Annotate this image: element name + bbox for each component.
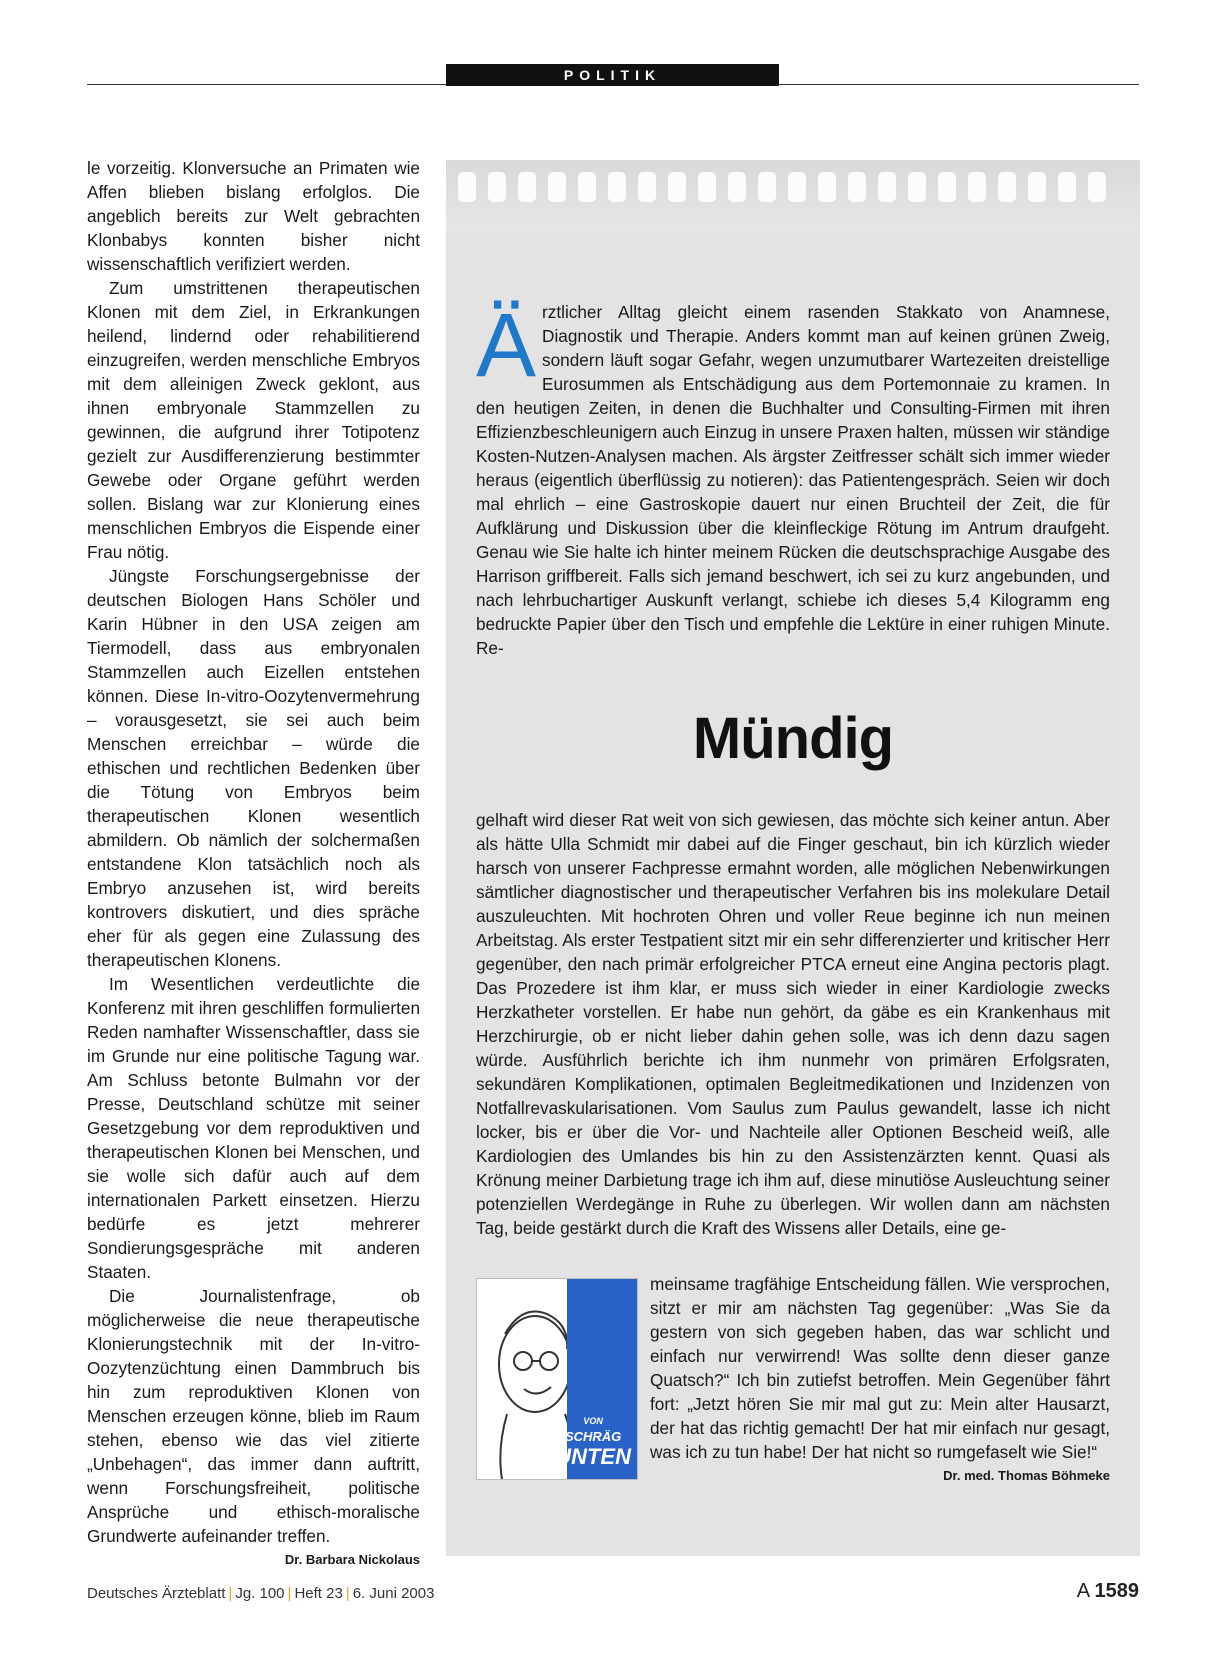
drop-cap: Ä: [476, 296, 537, 396]
film-perforation: [518, 172, 536, 202]
left-paragraph: Zum umstrittenen therapeutischen Klonen mit dem Ziel, in Erkrankungen heilend, lindernd oder rehabilitierend einzugreifen, werden menschliche Embryos mit dem alleinigen Zweck geklont, aus ihnen embryonale Stammzellen zu gewinnen, die aufgrund ihrer Totipotenz gezielt zur Ausdifferenzierung bestimmter Gewebe oder Organe geführt werden sollen. Bislang war zur Klonierung eines menschlichen Embryos die Eispende einer Frau nötig.: [87, 278, 420, 562]
column-box: [446, 160, 1140, 1556]
column-logo-text: [555, 1413, 631, 1469]
journal-name: Deutsches Ärzteblatt: [87, 1585, 226, 1602]
left-author: Dr. Barbara Nickolaus: [284, 1552, 420, 1567]
left-paragraph: Im Wesentlichen verdeutlichte die Konferenz mit ihren geschliffen formulierten Reden namhafter Wissenschaftler, dass sie im Grunde nur eine politische Tagung war. Am Schluss betonte Bulmahn vor der Presse, Deutschland schütze mit seiner Gesetzgebung vor dem reproduktiven und therapeutischen Klonen bei Menschen, und sie wolle sich dafür auch auf dem internationalen Parkett einsetzen. Hierzu bedürfe es jetzt mehrerer Sondierungsgespräche mit anderen Staaten.: [87, 974, 420, 1282]
footer-separator: |: [228, 1585, 233, 1602]
film-perforation: [968, 172, 986, 202]
film-perforation: [878, 172, 896, 202]
film-perforation: [788, 172, 806, 202]
film-perforation: [818, 172, 836, 202]
page-number: [1077, 1580, 1139, 1603]
end-text: meinsame tragfähige Entscheidung fällen. Wie versprochen, sitzt er mir am nächsten Tag gegenüber: „Was Sie da gestern von sich gegeben haben, das war schlicht und einfach nur verwirrend! Was sollte denn dieser ganze Quatsch?“ Ich bin zutiefst betroffen. Mein Gegenüber fährt fort: „Jetzt hören Sie mir mal gut zu: Mein alter Hausarzt, der hat das richtig gemacht! Der hat mir einfach nur gesagt, was ich zu tun habe! Der hat nicht so rumgefaselt wie Sie!“: [650, 1274, 1110, 1462]
film-perforation: [728, 172, 746, 202]
film-perforations: [458, 172, 1106, 202]
column-logo-portrait: [476, 1278, 638, 1480]
film-perforation: [638, 172, 656, 202]
film-perforation: [998, 172, 1016, 202]
footer-separator: |: [345, 1585, 350, 1602]
left-paragraph: Jüngste Forschungsergebnisse der deutschen Biologen Hans Schöler und Karin Hübner in den USA zeigen am Tiermodell, dass aus embryonalen Stammzellen auch Eizellen entstehen können. Diese In-vitro-Oozytenvermehrung – vorausgesetzt, sie sei auch beim Menschen erreichbar – würde die ethischen und rechtlichen Bedenken über die Tötung von Embryos beim therapeutischen Klonen wesentlich abmildern. Ob nämlich der solchermaßen entstandene Klon tatsächlich noch als Embryo anzusehen ist, wird bereits kontrovers diskutiert, und dies spräche eher für als gegen eine Zulassung des therapeutischen Klonens.: [87, 566, 420, 970]
film-perforation: [488, 172, 506, 202]
logo-line: SCHRÄG: [564, 1429, 622, 1444]
section-tag: POLITIK: [446, 64, 779, 86]
film-perforation: [1088, 172, 1106, 202]
column-intro: [476, 296, 1110, 660]
page-footer: [87, 1585, 434, 1602]
film-perforation: [938, 172, 956, 202]
film-perforation: [1058, 172, 1076, 202]
film-perforation: [848, 172, 866, 202]
journal-issue: Heft 23: [294, 1585, 343, 1602]
footer-separator: |: [287, 1585, 292, 1602]
film-perforation: [608, 172, 626, 202]
film-perforation: [908, 172, 926, 202]
column-middle: gelhaft wird dieser Rat weit von sich gewiesen, das möchte sich keiner antun. Aber als hätte Ulla Schmidt mir dabei auf die Finger geschaut, bin ich kürzlich wieder harsch von unserer Fachpresse ermahnt worden, alle möglichen Nebenwirkungen sämtlicher diagnostischer und therapeutischer Verfahren bis ins molekulare Detail auszuleuchten. Mit hochroten Ohren und voller Reue beginne ich nun meinen Arbeitstag. Als erster Testpatient sitzt mir ein sehr differenzierter und kritischer Herr gegenüber, den nach primär erfolgreicher PTCA erneut eine Angina pectoris plagt. Das Prozedere ist ihm klar, er muss sich wieder in einer Kardiologie zwecks Herzkatheter vorstellen. Er habe nun gehört, da gäbe es ein Krankenhaus mit Herzchirurgie, ob er nicht lieber dahin gehen solle, was ich denn dazu sagen würde. Ausführlich berichte ich ihm nunmehr von primären Erfolgsraten, sekundären Komplikationen, optimalen Begleitmedikationen und Inzidenzen von Notfallrevaskularisationen. Vom Saulus zum Paulus gewandelt, lasse ich nicht locker, bis er über die Vor- und Nachteile aller Optionen Bescheid weiß, alle Kardiologien des Umlandes bis hin zu den Assistenzärzten kennt. Quasi als Krönung meiner Darbietung trage ich ihm auf, diese minutiöse Ausleuchtung seiner potenziellen Werdegänge in Ruhe zu überlegen. Wir wollen dann am nächsten Tag, beide gestärkt durch die Kraft des Wissens aller Details, eine ge-: [476, 810, 1110, 1238]
column-end: [650, 1272, 1110, 1488]
logo-line: VON: [583, 1416, 603, 1426]
headline: Mündig: [692, 706, 894, 771]
left-paragraph-text: Die Journalistenfrage, ob möglicherweise die neue therapeutische Klonierungstechnik mit der In-vitro-Oozytenzüchtung einen Dammbruch bis hin zum reproduktiven Klonen von Menschen erzeugen könne, blieb im Raum stehen, ebenso wie das viel zitierte „Unbehagen“, das immer dann auftritt, wenn Forschungsfreiheit, politische Ansprüche und ethisch-moralische Grundwerte aufeinander treffen.: [87, 1286, 420, 1546]
journal-date: 6. Juni 2003: [352, 1585, 435, 1602]
film-perforation: [548, 172, 566, 202]
column-author: Dr. med. Thomas Böhmeke: [943, 1468, 1110, 1483]
film-perforation: [698, 172, 716, 202]
logo-line: UNTEN: [555, 1444, 631, 1469]
left-paragraph: [87, 1284, 420, 1567]
page-prefix: A: [1076, 1580, 1089, 1602]
left-paragraph: le vorzeitig. Klonversuche an Primaten wie Affen blieben bislang erfolglos. Die angeblich bereits zur Welt gebrachten Klonbabys konnten bisher nicht wissenschaftlich verifiziert werden.: [87, 158, 420, 274]
page-value: 1589: [1094, 1580, 1139, 1602]
filmstrip-decoration: [446, 160, 1140, 230]
left-column: [87, 156, 420, 1572]
film-perforation: [578, 172, 596, 202]
film-perforation: [668, 172, 686, 202]
film-perforation: [1028, 172, 1046, 202]
journal-volume: Jg. 100: [235, 1585, 285, 1602]
film-perforation: [758, 172, 776, 202]
intro-text: rztlicher Alltag gleicht einem rasenden Stakkato von Anamnese, Diagnostik und Therapie. Anders kommt man auf keinen grünen Zweig, sondern läuft sogar Gefahr, wegen unzumutbarer Wartezeiten dreistellige Eurosummen als Entschädigung aus dem Portemonnaie zu kramen. In den heutigen Zeiten, in denen die Buchhalter und Consulting-Firmen mit ihren Effizienzbeschleunigern auch Einzug in unsere Praxen halten, müssen wir ständige Kosten-Nutzen-Analysen machen. Als ärgster Zeitfresser schält sich immer wieder heraus (eigentlich überflüssig zu notieren): das Patientengespräch. Seien wir doch mal ehrlich – eine Gastroskopie dauert nur einen Bruchteil der Zeit, die für Aufklärung und Diskussion über die kleinfleckige Rötung im Antrum draufgeht. Genau wie Sie halte ich hinter meinem Rücken die deutschsprachige Ausgabe des Harrison griffbereit. Falls sich jemand beschwert, ich sei zu kurz angebunden, und nach lehrbuchartiger Auskunft verlangt, schiebe ich dieses 5,4 Kilogramm eng bedruckte Papier über den Tisch und empfehle die Lektüre in einer ruhigen Minute. Re-: [476, 302, 1110, 658]
film-perforation: [458, 172, 476, 202]
